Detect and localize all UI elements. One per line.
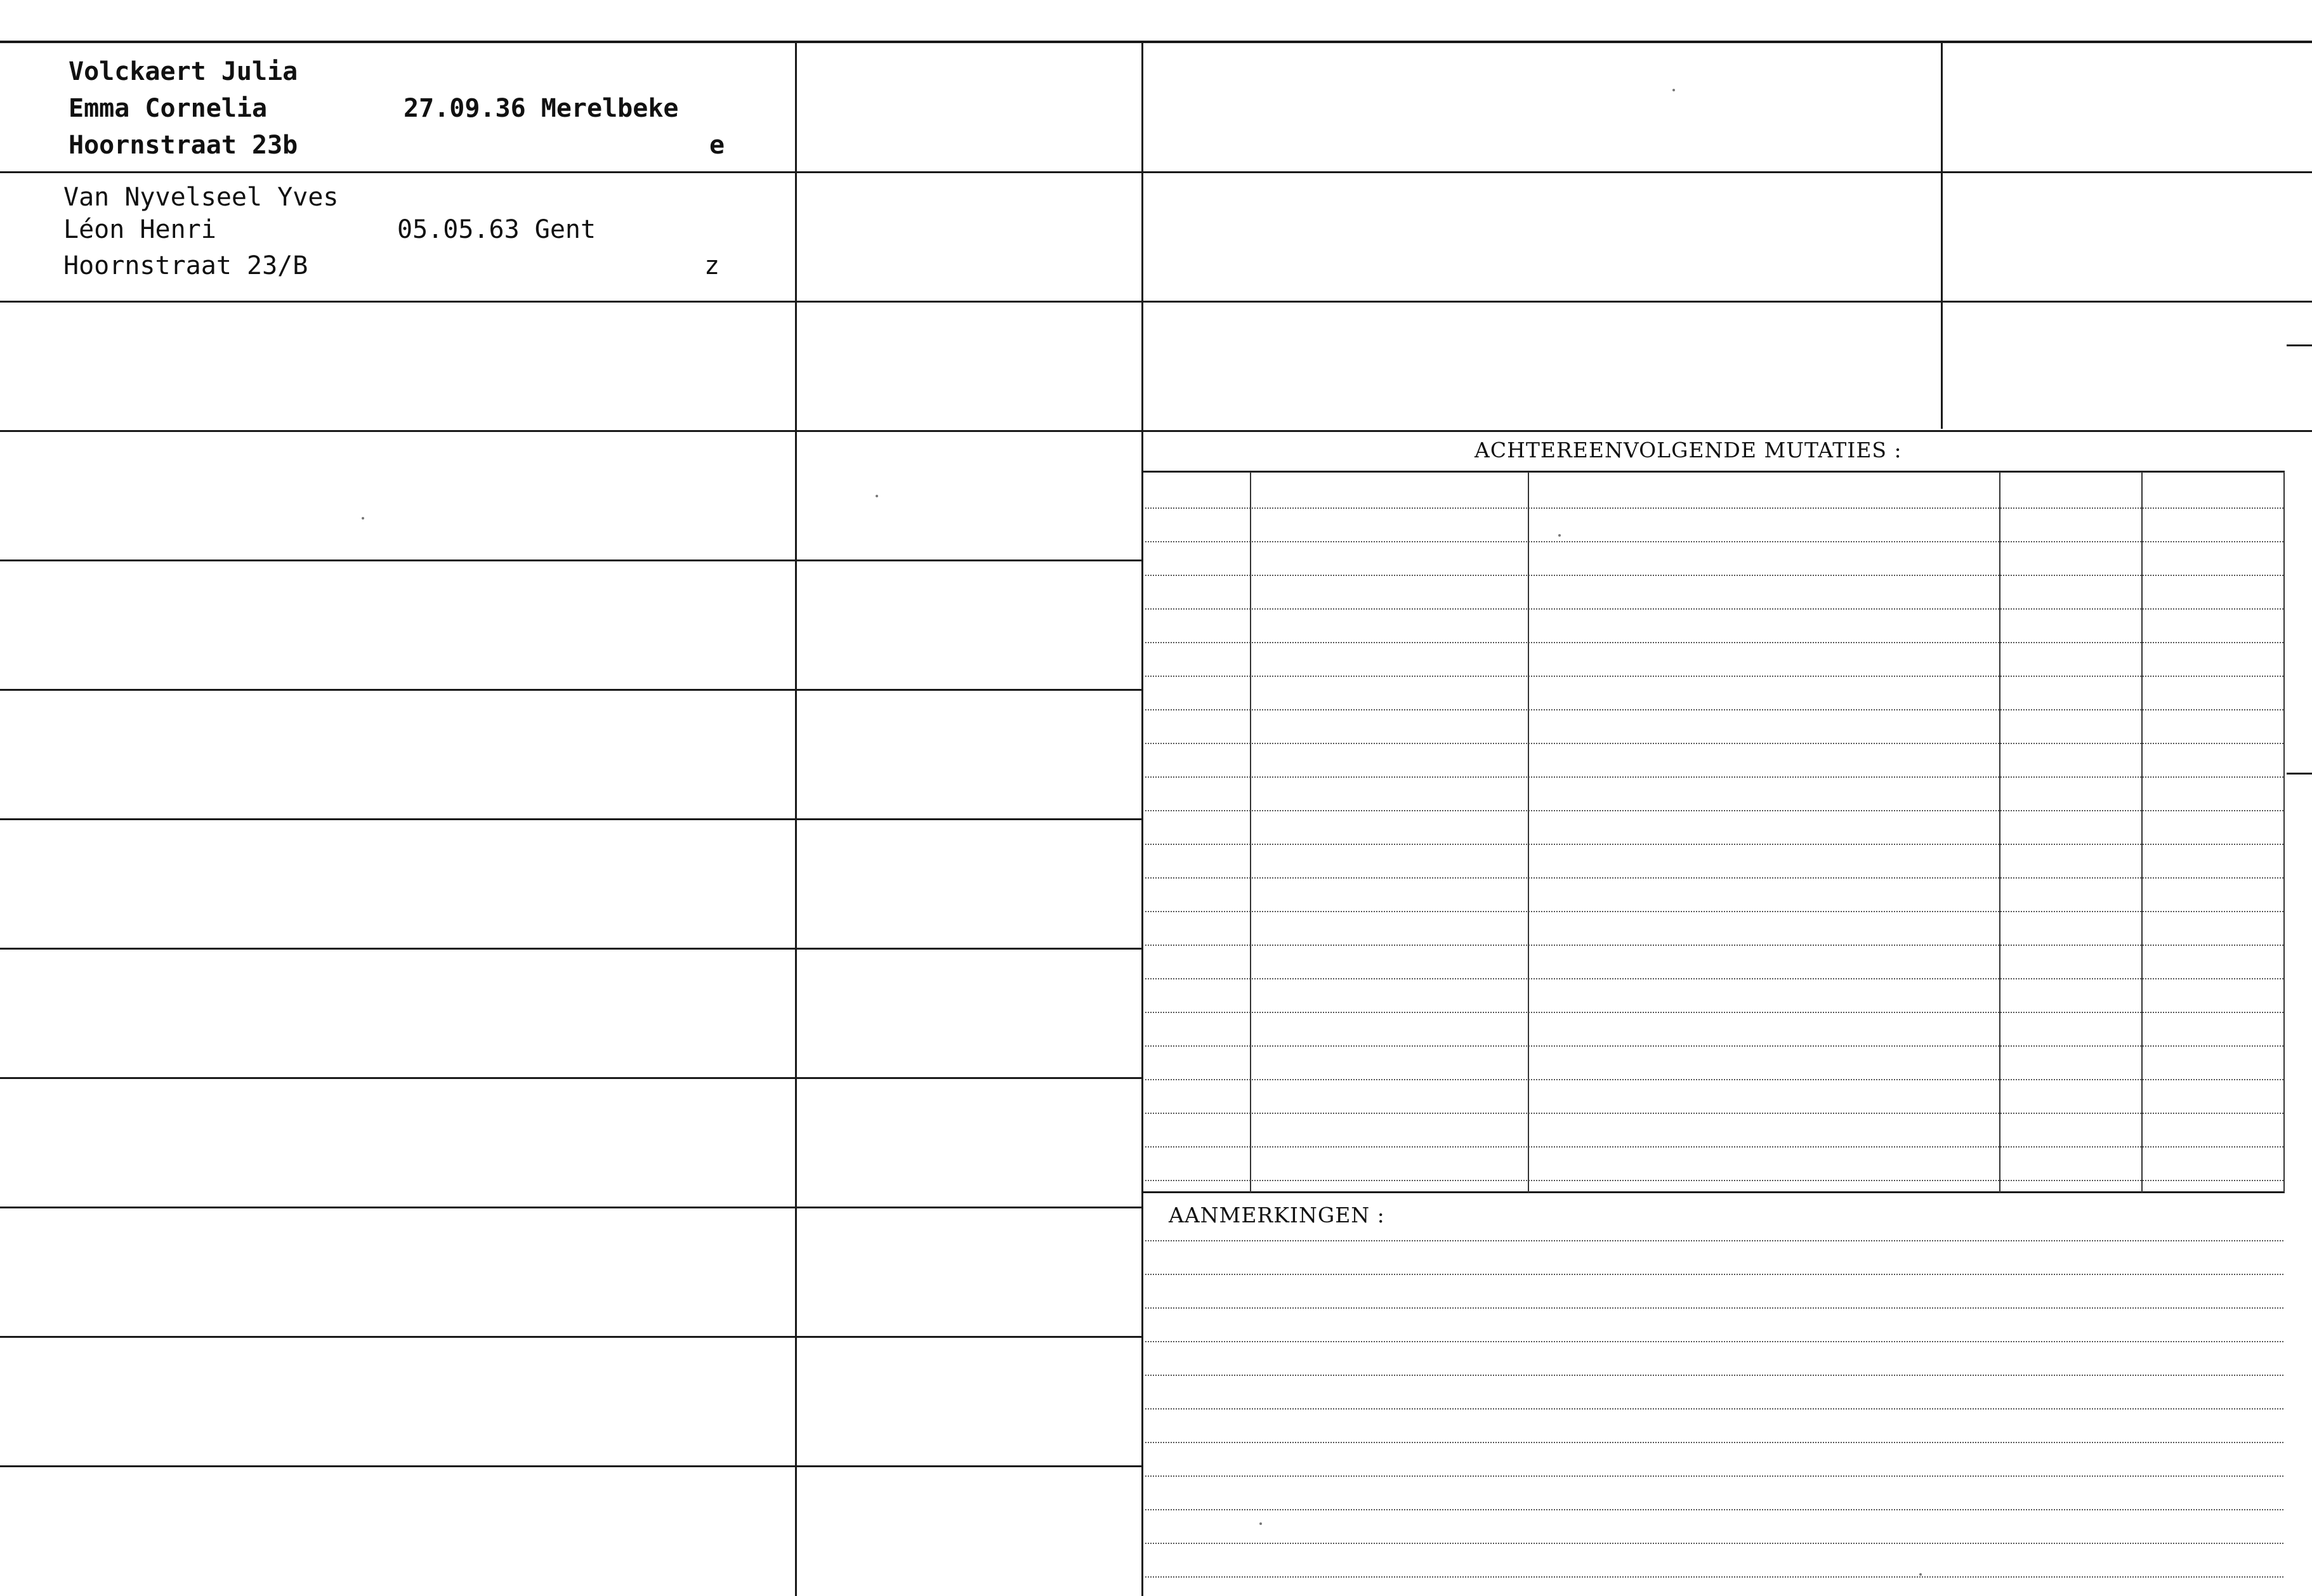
middle-row-line — [797, 301, 1141, 303]
mutations-heading: ACHTEREENVOLGENDE MUTATIES : — [1475, 438, 1902, 462]
margin-tick — [2287, 773, 2312, 775]
scan-speck — [876, 495, 878, 497]
mutations-column-line — [1528, 472, 1529, 1193]
resident-code: z — [704, 251, 720, 280]
right-row-line — [1143, 301, 2312, 303]
left-row-line — [0, 171, 795, 173]
ruled-line — [1145, 1341, 2283, 1342]
ruled-line — [1145, 1113, 2283, 1114]
scan-speck — [1919, 1573, 1922, 1576]
resident-address: Hoornstraat 23b — [69, 131, 298, 160]
ruled-line — [1145, 1146, 2283, 1148]
ruled-line — [1145, 945, 2283, 946]
ruled-line — [1145, 1408, 2283, 1410]
scan-speck — [1558, 534, 1561, 537]
resident-name: Volckaert Julia — [69, 57, 298, 86]
ruled-line — [1145, 1274, 2283, 1275]
left-row-line — [0, 818, 795, 820]
ruled-line — [1145, 1375, 2283, 1376]
right-row-line — [1143, 430, 2312, 432]
mutations-header-line — [1143, 471, 2285, 473]
ruled-line — [1145, 507, 2283, 509]
ruled-line — [1145, 1442, 2283, 1443]
ruled-line — [1145, 911, 2283, 912]
left-row-line — [0, 301, 795, 303]
left-row-line — [0, 689, 795, 691]
ruled-line — [1145, 877, 2283, 879]
remarks-heading: AANMERKINGEN : — [1169, 1203, 1385, 1227]
mutations-column-line — [1999, 472, 2000, 1193]
middle-row-line — [797, 818, 1141, 820]
ruled-line — [1145, 1307, 2283, 1309]
scan-speck — [1672, 89, 1675, 91]
ruled-line — [1145, 810, 2283, 811]
middle-row-line — [797, 689, 1141, 691]
left-row-line — [0, 1077, 795, 1079]
resident-birth: 05.05.63 Gent — [397, 215, 596, 244]
middle-row-line — [797, 1465, 1141, 1467]
resident-name: Van Nyvelseel Yves — [63, 183, 339, 212]
middle-row-line — [797, 171, 1141, 173]
left-row-line — [0, 1465, 795, 1467]
ruled-line — [1145, 776, 2283, 778]
ruled-line — [1145, 608, 2283, 610]
middle-row-line — [797, 559, 1141, 561]
left-row-line — [0, 559, 795, 561]
margin-tick — [2287, 344, 2312, 346]
ruled-line — [1145, 1240, 2283, 1241]
middle-row-line — [797, 1336, 1141, 1338]
ruled-line — [1145, 1180, 2283, 1181]
scan-speck — [1259, 1522, 1262, 1525]
mutations-column-line — [2283, 472, 2285, 1193]
left-row-line — [0, 1207, 795, 1208]
middle-row-line — [797, 948, 1141, 950]
column-divider-3 — [1941, 42, 1943, 429]
left-row-line — [0, 948, 795, 950]
ruled-line — [1145, 1079, 2283, 1080]
resident-code: e — [709, 131, 725, 160]
resident-address: Hoornstraat 23/B — [63, 251, 308, 280]
mutations-column-line — [1250, 472, 1251, 1193]
resident-other-names: Emma Cornelia — [69, 94, 268, 123]
scan-speck — [362, 517, 364, 520]
resident-birth: 27.09.36 Merelbeke — [404, 94, 679, 123]
resident-other-names: Léon Henri — [63, 215, 216, 244]
mutations-column-line — [2141, 472, 2143, 1193]
middle-row-line — [797, 1077, 1141, 1079]
ruled-line — [1145, 1543, 2283, 1544]
left-row-line — [0, 430, 795, 432]
column-divider-2 — [1141, 42, 1143, 1596]
ruled-line — [1145, 642, 2283, 643]
ruled-line — [1145, 575, 2283, 576]
ruled-line — [1145, 1509, 2283, 1510]
mutations-bottom-line — [1143, 1191, 2285, 1193]
ruled-line — [1145, 1475, 2283, 1477]
ruled-line — [1145, 844, 2283, 845]
ruled-line — [1145, 1576, 2283, 1578]
ruled-line — [1145, 1045, 2283, 1047]
ruled-line — [1145, 541, 2283, 542]
ruled-line — [1145, 978, 2283, 979]
top-border — [0, 41, 2312, 43]
left-row-line — [0, 1336, 795, 1338]
ruled-line — [1145, 1012, 2283, 1013]
right-row-line — [1143, 171, 2312, 173]
middle-row-line — [797, 430, 1141, 432]
ruled-line — [1145, 676, 2283, 677]
ruled-line — [1145, 743, 2283, 744]
middle-row-line — [797, 1207, 1141, 1208]
ruled-line — [1145, 709, 2283, 710]
